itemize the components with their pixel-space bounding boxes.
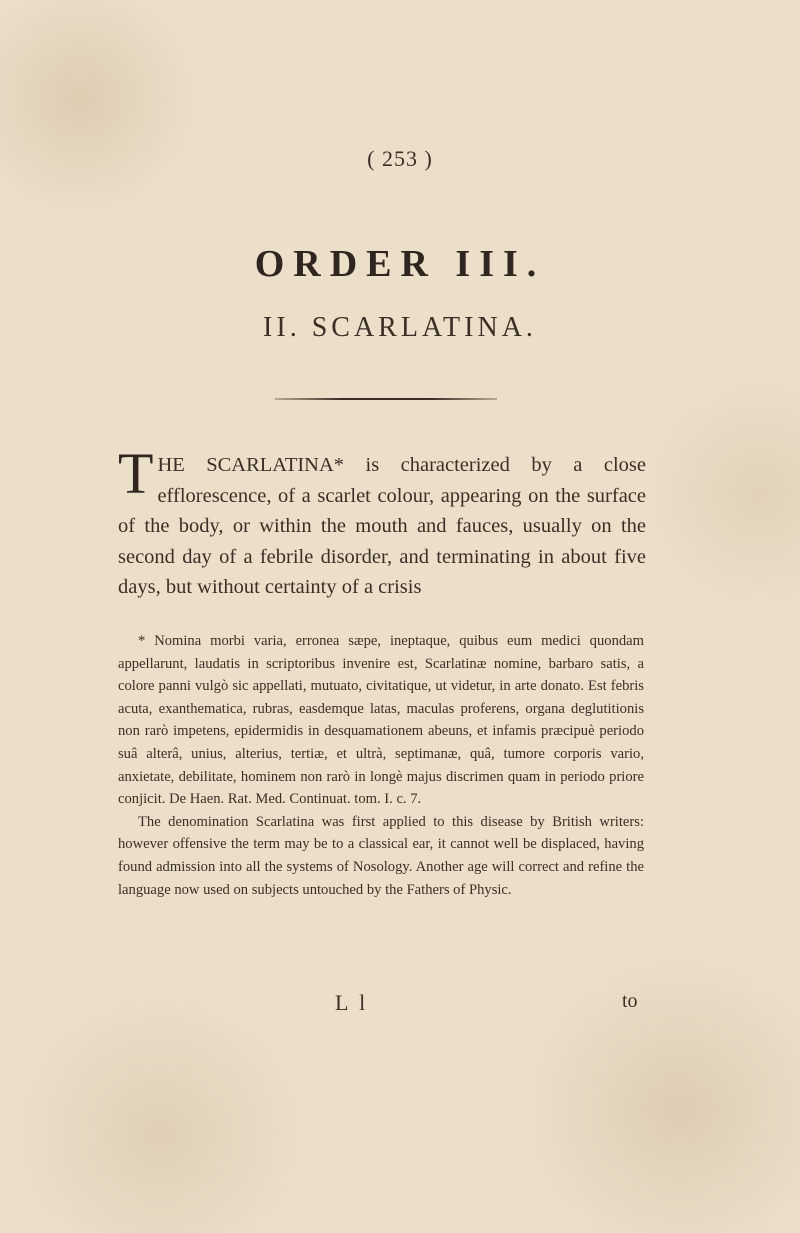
main-paragraph-text: HE SCARLATINA* is characterized by a close efflorescence, of a scarlet colour, appearing on the surface of the body, or within the mouth and fauces, usually on the second day of a febrile disorder, and terminating in about five days, but without certainty of a crisis <box>118 454 646 598</box>
catchword: to <box>622 990 638 1012</box>
signature-mark: L l <box>335 990 369 1015</box>
drop-cap: T <box>118 441 154 506</box>
decorative-rule <box>275 398 497 400</box>
footnote-english: The denomination Scarlatina was first applied to this disease by British writers: however offensive the term may be to a classical ear, it cannot well be displaced, having found admission into all the systems of Nosology. Another age will correct and refine the language now used on subjects untouched by the Fathers of Physic. <box>118 813 644 898</box>
chapter-heading: ORDER III. <box>254 243 546 285</box>
footnote-latin: * Nomina morbi varia, erronea sæpe, ineptaque, quibus eum medici quondam appellarunt, laudatis in scriptoribus invenire est, Scarlatinæ nomine, barbaro satis, a colore panni vulgò sic appellati, mutuato, civitatique, ut videtur, in arte donato. Est febris acuta, exanthematica, rubras, easdemque latas, maculas proferens, organa deglutitionis non rarò impetens, epidermidis in desquamationem abeuns, et infamis præcipuè periodo suâ alterâ, unius, alterius, tertiæ, et ultrà, septimanæ, quâ, tumore corporis vario, anxietate, debilitate, hominem non rarò in longè majus discrimen quam in periodo priore conjicit. De Haen. Rat. Med. Continuat. tom. I. c. 7. <box>118 633 644 808</box>
main-paragraph <box>118 441 646 603</box>
section-heading: II. SCARLATINA. <box>263 312 537 343</box>
page-number: ( 253 ) <box>367 146 433 171</box>
footnote <box>118 630 644 901</box>
